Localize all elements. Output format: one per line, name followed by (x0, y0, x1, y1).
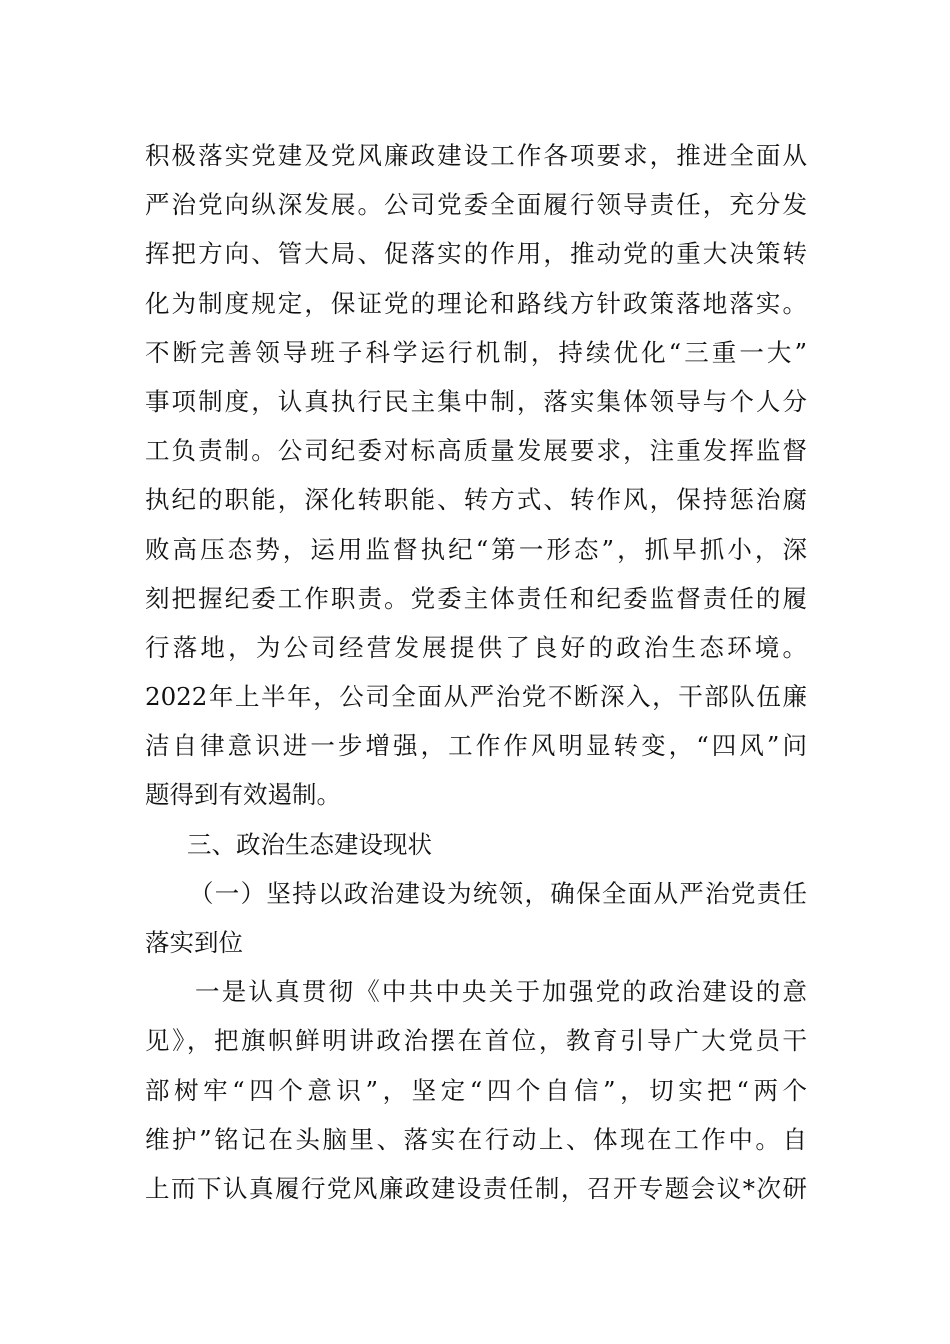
text-line: 积极落实党建及党风廉政建设工作各项要求，推进全面从 (145, 141, 807, 170)
section-heading: 三、政治生态建设现状 (187, 829, 432, 859)
text-line: 败高压态势，运用监督执纪“第一形态”，抓早抓小，深 (145, 534, 807, 564)
text-line: 执纪的职能，深化转职能、转方式、转作风，保持惩治腐 (145, 485, 807, 515)
text-line: 题得到有效遏制。 (145, 780, 341, 810)
text-line: 上而下认真履行党风廉政建设责任制，召开专题会议*次研 (145, 1173, 807, 1203)
text-line: 化为制度规定，保证党的理论和路线方针政策落地落实。 (145, 288, 807, 318)
document-body (145, 131, 807, 1213)
text-line: 见》，把旗帜鲜明讲政治摆在首位，教育引导广大党员干 (145, 1026, 807, 1056)
text-line: 事项制度，认真执行民主集中制，落实集体领导与个人分 (145, 386, 807, 416)
subsection-heading-continued: 落实到位 (145, 928, 243, 957)
text-line: 不断完善领导班子科学运行机制，持续优化“三重一大” (145, 337, 807, 367)
text-line: 洁自律意识进一步增强，工作作风明显转变，“四风”问 (145, 731, 807, 761)
text-line: 行落地，为公司经营发展提供了良好的政治生态环境。 (145, 632, 807, 662)
text-line: 工负责制。公司纪委对标高质量发展要求，注重发挥监督 (145, 436, 807, 466)
text-line: 严治党向纵深发展。公司党委全面履行领导责任，充分发 (145, 190, 807, 220)
text-line: 一是认真贯彻《中共中央关于加强党的政治建设的意 (195, 977, 807, 1007)
subsection-heading: （一）坚持以政治建设为统领，确保全面从严治党责任 (189, 878, 807, 908)
text-line: 部树牢“四个意识”，坚定“四个自信”，切实把“两个 (145, 1075, 807, 1105)
text-line: 挥把方向、管大局、促落实的作用，推动党的重大决策转 (145, 239, 807, 269)
text-line: 刻把握纪委工作职责。党委主体责任和纪委监督责任的履 (145, 583, 807, 613)
text-line: 维护”铭记在头脑里、落实在行动上、体现在工作中。自 (145, 1124, 807, 1154)
text-line: 2022年上半年，公司全面从严治党不断深入，干部队伍廉 (145, 682, 807, 712)
